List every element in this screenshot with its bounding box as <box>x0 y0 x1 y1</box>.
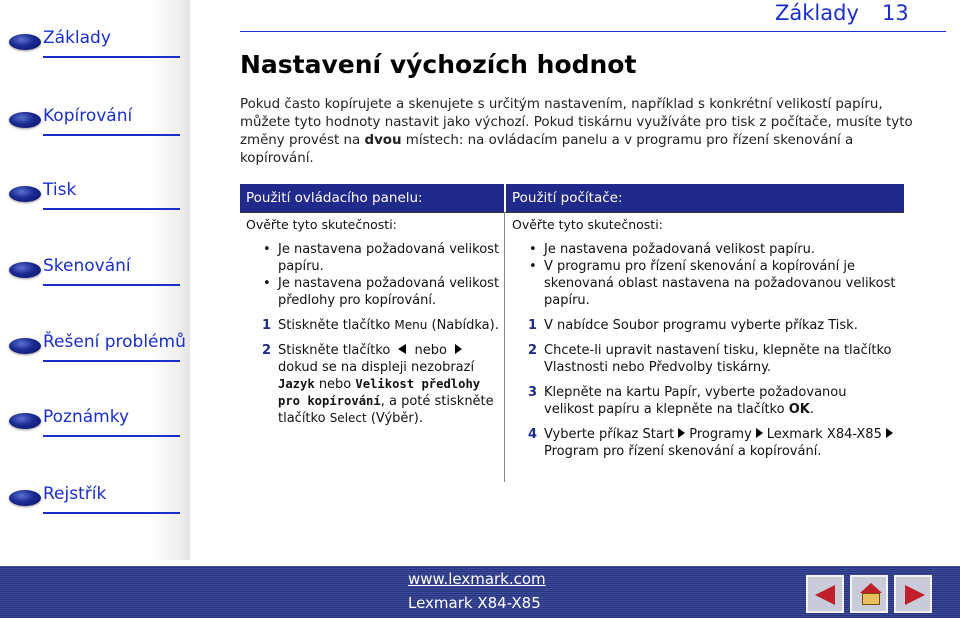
bullet-icon <box>9 262 41 278</box>
back-button[interactable] <box>806 575 844 613</box>
sidebar-item-reseni-problemu[interactable] <box>0 324 185 368</box>
right-arrow-icon <box>756 428 763 438</box>
left-arrow-icon <box>398 344 406 354</box>
column-divider <box>504 212 505 482</box>
bullet-icon <box>9 490 41 506</box>
sidebar-item-tisk[interactable] <box>0 172 185 216</box>
step-text: , a poté stiskněte tlačítko <box>278 394 494 426</box>
computer-column <box>512 216 900 460</box>
step-text: nebo <box>410 343 452 358</box>
sidebar-item-label: Základy <box>43 28 111 48</box>
page-number: 13 <box>882 1 909 25</box>
ok-label: OK <box>788 402 810 417</box>
step-number: 1 <box>262 318 272 333</box>
divider <box>43 360 180 362</box>
table-divider <box>240 212 904 213</box>
intro-text: místech: na ovládacím panelu a v programu pro řízení skenování a kopírování. <box>240 133 854 166</box>
step-text: Klepněte na kartu Papír, vyberte požadovanou velikost papíru a klepněte na tlačítko <box>544 385 847 417</box>
divider <box>43 512 180 514</box>
right-arrow-icon <box>886 428 893 438</box>
forward-arrow-icon <box>905 585 925 605</box>
display-text: Jazyk <box>278 377 315 391</box>
header-divider <box>240 31 946 32</box>
footer-model: Lexmark X84-X85 <box>408 594 541 612</box>
step-2 <box>512 342 900 376</box>
bullet-icon <box>9 338 41 354</box>
step-text: (Výběr). <box>366 411 423 426</box>
list-item: • Je nastavena požadovaná velikost papíru. <box>512 241 900 258</box>
check-label: Ověřte tyto skutečnosti: <box>512 217 663 232</box>
sidebar-item-label: Kopírování <box>43 106 133 126</box>
sidebar-item-poznamky[interactable] <box>0 399 185 443</box>
step-text: Program pro řízení skenování a kopírování. <box>544 444 822 459</box>
list-item: • Je nastavena požadovaná velikost předlohy pro kopírování. <box>246 275 504 309</box>
sidebar-item-label: Řešení problémů <box>43 332 186 352</box>
home-icon <box>860 583 882 593</box>
bullet-icon <box>9 413 41 429</box>
home-button[interactable] <box>850 575 888 613</box>
computer-heading: Použití počítače: <box>506 184 904 212</box>
sidebar <box>0 0 190 560</box>
divider <box>43 208 180 210</box>
step-2 <box>246 342 504 427</box>
page-title: Nastavení výchozích hodnot <box>240 50 637 79</box>
display-text: Velikost předlohy pro kopírování <box>278 377 481 408</box>
footer-url-link[interactable]: www.lexmark.com <box>408 570 546 588</box>
intro-bold: dvou <box>364 133 402 148</box>
sidebar-item-label: Poznámky <box>43 407 130 427</box>
list-item: • V programu pro řízení skenování a kopírování je skenovaná oblast nastavena na požadovanou velikost papíru. <box>512 258 900 309</box>
sidebar-item-label: Rejstřík <box>43 484 107 504</box>
control-panel-heading: Použití ovládacího panelu: <box>240 184 504 212</box>
sidebar-item-label: Skenování <box>43 256 131 276</box>
right-arrow-icon <box>678 428 685 438</box>
step-text: dokud se na displeji nezobrazí <box>278 360 475 375</box>
step-1 <box>512 317 900 334</box>
back-arrow-icon <box>815 585 835 605</box>
divider <box>43 134 180 136</box>
step-text: Vyberte příkaz Start <box>544 427 675 442</box>
sidebar-item-rejstrik[interactable] <box>0 476 185 520</box>
intro-text: Pokud často kopírujete a skenujete s určitým nastavením, například s konkrétní velikostí papíru, můžete tyto hodnoty nastavit jako výchozí. Pokud tiskárnu využíváte pro tisk z počítače, musíte tyto změny provést na <box>240 97 913 148</box>
forward-button[interactable] <box>894 575 932 613</box>
step-1 <box>246 317 504 334</box>
step-number: 4 <box>528 427 538 442</box>
step-number: 2 <box>262 343 272 358</box>
step-3 <box>512 384 900 418</box>
step-text: Stiskněte tlačítko <box>278 318 395 333</box>
header-section-title: Základy <box>775 1 859 25</box>
bullet-icon <box>9 112 41 128</box>
intro-paragraph <box>240 96 920 168</box>
sidebar-item-label: Tisk <box>43 180 77 200</box>
divider <box>43 435 180 437</box>
list-item: • Je nastavena požadovaná velikost papíru. <box>246 241 504 275</box>
step-text: nebo <box>314 377 356 392</box>
divider <box>43 56 180 58</box>
step-text: Programy <box>689 427 752 442</box>
right-arrow-icon <box>455 344 462 354</box>
home-icon-body <box>862 593 880 605</box>
step-number: 2 <box>528 343 538 358</box>
step-text: V nabídce Soubor programu vyberte příkaz Tisk. <box>544 318 858 333</box>
check-label: Ověřte tyto skutečnosti: <box>246 217 397 232</box>
bullet-icon <box>9 34 41 50</box>
key-name: Select <box>329 411 367 425</box>
step-text: Chcete-li upravit nastavení tisku, klepněte na tlačítko Vlastnosti nebo Předvolby tiskárny. <box>544 343 892 375</box>
key-name: Menu <box>394 318 428 332</box>
step-text: Lexmark X84-X85 <box>766 427 882 442</box>
step-number: 1 <box>528 318 538 333</box>
step-text: . <box>809 402 814 417</box>
sidebar-item-skenovani[interactable] <box>0 248 185 292</box>
sidebar-item-kopirovani[interactable] <box>0 98 185 142</box>
step-text: Stiskněte tlačítko <box>278 343 395 358</box>
divider <box>43 284 180 286</box>
bullet-icon <box>9 186 41 202</box>
step-4 <box>512 426 900 460</box>
sidebar-item-zaklady[interactable] <box>0 20 185 64</box>
control-panel-column <box>246 216 504 427</box>
step-text: (Nabídka). <box>427 318 499 333</box>
step-number: 3 <box>528 385 538 400</box>
